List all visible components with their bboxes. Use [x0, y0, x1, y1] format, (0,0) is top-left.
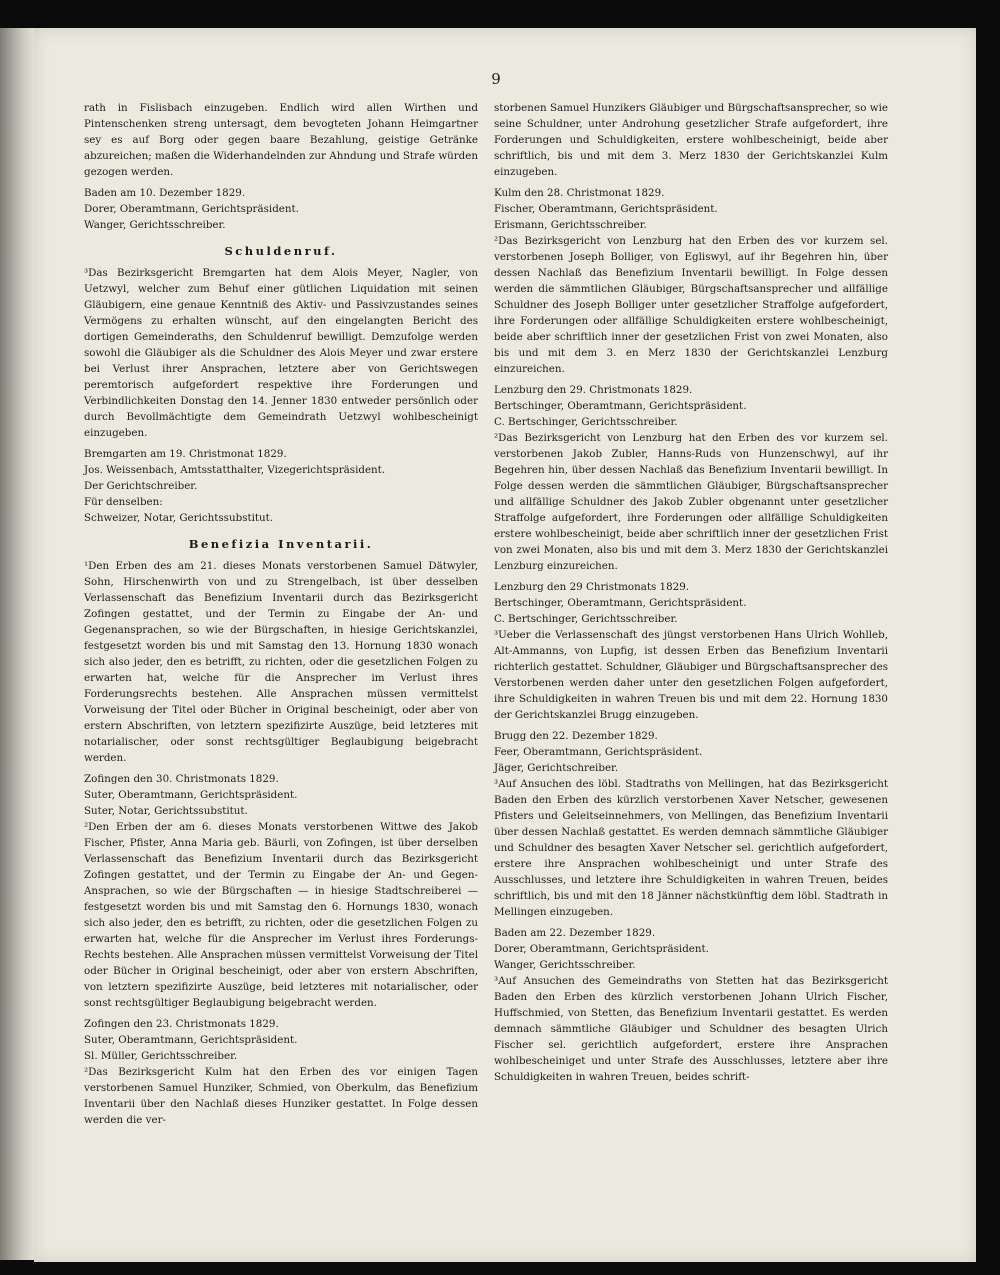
notice-date: Bremgarten am 19. Christmonat 1829.: [84, 448, 287, 460]
signature: Jos. Weissenbach, Amtsstatthalter, Vizegerichtspräsident.: [84, 464, 386, 476]
notice-text: ²Das Bezirksgericht Kulm hat den Erben des vor einigen Tagen verstorbenen Samuel Hunziker, Schmied, von Oberkulm, das Benefizium Inventarii über den Nachlaß dieses Hunziker gestattet. In Folge dessen werden die ver-: [84, 1066, 478, 1126]
signature: Dorer, Oberamtmann, Gerichtspräsident.: [84, 203, 299, 215]
signature: Suter, Oberamtmann, Gerichtspräsident.: [84, 1034, 298, 1046]
signature: Dorer, Oberamtmann, Gerichtspräsident.: [494, 943, 709, 955]
signature: Schweizer, Notar, Gerichtssubstitut.: [84, 512, 274, 524]
notice-text: ³Das Bezirksgericht Bremgarten hat dem Alois Meyer, Nagler, von Uetzwyl, welcher zum Behuf einer gütlichen Liquidation mit seinen Gläubigern, eine genaue Kenntniß des Aktiv- und Passivzustandes seines Vermögens zu erhalten wünscht, auf den eingelangten Bericht des dortigen Gemeinderaths, den Schuldenruf bewilligt. Demzufolge werden sowohl die Gläubiger als die Schuldner des Alois Meyer und zwar erstere bei Verlust ihrer Ansprachen, letztere aber von Gerichtswegen peremtorisch aufgefordert respektive ihre Forderungen und Verbindlichkeiten Donstag den 14. Jenner 1830 entweder persönlich oder durch Bevollmächtigte dem Gemeindrath Uetzwyl wohlbescheinigt einzugeben.: [84, 267, 478, 439]
notice-date: Lenzburg den 29. Christmonats 1829.: [494, 384, 693, 396]
signature: Suter, Oberamtmann, Gerichtspräsident.: [84, 789, 298, 801]
signature: Erismann, Gerichtsschreiber.: [494, 219, 647, 231]
notice-text: ¹Den Erben des am 21. dieses Monats verstorbenen Samuel Dätwyler, Sohn, Hirschenwirth von und zu Strengelbach, ist über desselben Verlassenschaft das Benefizium Inventarii durch das Bezirksgericht Zofingen gestattet, und der Termin zu Eingabe der An- und Gegenansprachen, so wie der Bürgschaften, in hiesige Gerichtskanzlei, festgesetzt worden bis und mit Samstag den 13. Hornung 1830 wonach sich also jeder, den es betrifft, zu richten, oder die gesetzlichen Folgen zu erwarten hat, welche für die Ansprecher im Verlust ihres Forderungsrechts bestehen. Alle Ansprachen müssen vermittelst Vorweisung der Titel oder Bücher in Original bescheinigt, oder aber von erstern Abschriften, von letztern spezifizirte Auszüge, beid letzteres mit notarialischer, oder sonst rechtsgültiger Beglaubigung beigebracht werden.: [84, 560, 478, 764]
notice-date: Zofingen den 23. Christmonats 1829.: [84, 1018, 279, 1030]
notice-date: Baden am 10. Dezember 1829.: [84, 187, 246, 199]
left-column: [84, 100, 478, 1133]
signature: Feer, Oberamtmann, Gerichtspräsident.: [494, 746, 703, 758]
notice-text: ²Das Bezirksgericht von Lenzburg hat den Erben des vor kurzem sel. verstorbenen Joseph Bolliger, von Egliswyl, auf ihr Begehren hin, über dessen Nachlaß das Benefizium Inventarii bewilligt. In Folge dessen werden die sämmtlichen Gläubiger, Bürgschaftsansprecher und allfällige Schuldner des Joseph Bolliger unter gesetzlicher Straffolge aufgefordert, ihre Forderungen oder allfällige Schuldigkeiten erstere wohlbescheinigt, beide aber schriftlich inner der gesetzlichen Frist von zwei Monaten, also bis und mit dem 3. en Merz 1830 der Gerichtskanzlei Lenzburg einzureichen.: [494, 235, 888, 375]
signature: Der Gerichtschreiber.: [84, 480, 198, 492]
book-binding-edge: [0, 28, 36, 1260]
notice-text: ³Auf Ansuchen des löbl. Stadtraths von Mellingen, hat das Bezirksgericht Baden den Erben des kürzlich verstorbenen Xaver Netscher, gewesenen Pfisters und Geleitseinnehmers, von Mellingen, das Benefizium Inventarii über dessen Nachlaß gestattet. Es werden demnach sämmtliche Gläubiger und Schuldner des besagten Xaver Netscher sel. gerichtlich aufgefordert, erstere ihre Ansprachen wohlbescheinigt und unter Strafe des Ausschlusses, und letztere ihre Schuldigkeiten in wahren Treuen, beides schriftlich, bis und mit den 18 Jänner nächstkünftig dem löbl. Stadtrath in Mellingen einzugeben.: [494, 778, 888, 918]
notice-date: Kulm den 28. Christmonat 1829.: [494, 187, 665, 199]
signature: Für denselben:: [84, 496, 163, 508]
notice-text: ²Den Erben der am 6. dieses Monats verstorbenen Wittwe des Jakob Fischer, Pfister, Anna Maria geb. Bäurli, von Zofingen, ist über derselben Verlassenschaft das Benefizium Inventarii durch das Bezirksgericht Zofingen gestattet, und der Termin zu Eingabe der An- und Gegen-Ansprachen, so wie der Bürgschaften — in hiesige Stadtschreiberei — festgesetzt worden bis und mit Samstag den 6. Hornungs 1830, wonach sich also jeder, den es betrifft, zu richten, oder die gesetzlichen Folgen zu erwarten hat, welche für die Ansprecher im Verlust ihres Forderungs-Rechts bestehen. Alle Ansprachen müssen vermittelst Vorweisung der Titel oder Bücher in Original bescheinigt, oder aber von erstern Abschriften, von letztern spezifizirte Auszüge, beid letzteres mit notarialischer, oder sonst rechtsgültiger Beglaubigung beigebracht werden.: [84, 821, 478, 1009]
notice-text: storbenen Samuel Hunzikers Gläubiger und Bürgschaftsansprecher, so wie seine Schuldner, unter Androhung gesetzlicher Strafe aufgefordert, ihre Forderungen und Schuldigkeiten, erstere wohlbescheinigt, beide aber schriftlich, bis und mit dem 3. Merz 1830 der Gerichtskanzlei Kulm einzugeben.: [494, 102, 888, 178]
right-column: [494, 100, 888, 1090]
signature: Wanger, Gerichtsschreiber.: [84, 219, 226, 231]
signature: Bertschinger, Oberamtmann, Gerichtspräsident.: [494, 400, 747, 412]
signature: Wanger, Gerichtsschreiber.: [494, 959, 636, 971]
signature: Sl. Müller, Gerichtsschreiber.: [84, 1050, 238, 1062]
notice-date: Lenzburg den 29 Christmonats 1829.: [494, 581, 690, 593]
page-number: 9: [491, 70, 501, 88]
section-heading: Schuldenruf.: [224, 244, 338, 258]
notice-text: ³Auf Ansuchen des Gemeindraths von Stetten hat das Bezirksgericht Baden den Erben des kürzlich verstorbenen Johann Ulrich Fischer, Huffschmied, von Stetten, das Benefizium Inventarii gestattet. Es werden demnach sämmtliche Gläubiger und Schuldner des besagten Ulrich Fischer sel. gerichtlich aufgefordert, erstere ihre Ansprachen wohlbescheiniget und unter Strafe des Ausschlusses, letztere aber ihre Schuldigkeiten in wahren Treuen, beides schrift-: [494, 975, 888, 1083]
section-heading: Benefizia Inventarii.: [188, 537, 374, 551]
signature: Jäger, Gerichtschreiber.: [494, 762, 619, 774]
notice-date: Zofingen den 30. Christmonats 1829.: [84, 773, 279, 785]
notice-text: ³Ueber die Verlassenschaft des jüngst verstorbenen Hans Ulrich Wohlleb, Alt-Ammanns, von Lupfig, ist dessen Erben das Benefizium Inventarii richterlich gestattet. Schuldner, Gläubiger und Bürgschaftsansprecher des Verstorbenen werden daher unter den gesetzlichen Folgen aufgefordert, ihre Schuldigkeiten in wahren Treuen bis und mit dem 22. Hornung 1830 der Gerichtskanzlei Brugg einzugeben.: [494, 629, 888, 721]
signature: Bertschinger, Oberamtmann, Gerichtspräsident.: [494, 597, 747, 609]
notice-date: Baden am 22. Dezember 1829.: [494, 927, 656, 939]
signature: C. Bertschinger, Gerichtsschreiber.: [494, 613, 678, 625]
signature: Fischer, Oberamtmann, Gerichtspräsident.: [494, 203, 718, 215]
signature: Suter, Notar, Gerichtssubstitut.: [84, 805, 248, 817]
notice-text: ²Das Bezirksgericht von Lenzburg hat den Erben des vor kurzem sel. verstorbenen Jakob Zubler, Hanns-Ruds von Hunzenschwyl, auf ihr Begehren hin, über dessen Nachlaß das Benefizium Inventarii bewilligt. In Folge dessen werden die sämmtlichen Gläubiger, Bürgschaftsansprecher und allfällige Schuldner des Jakob Zubler obgenannt unter gesetzlicher Straffolge aufgefordert, ihre Forderungen oder allfällige Schuldigkeiten erstere wohlbescheinigt, beide aber schriftlich inner der gesetzlichen Frist von zwei Monaten, also bis und mit dem 3. Merz 1830 der Gerichtskanzlei Lenzburg einzureichen.: [494, 432, 888, 572]
notice-text: rath in Fislisbach einzugeben. Endlich wird allen Wirthen und Pintenschenken streng untersagt, dem bevogteten Johann Heimgartner sey es auf Borg oder gegen baare Bezahlung, geistige Getränke abzureichen; maßen die Widerhandelnden zur Ahndung und Strafe würden gezogen werden.: [84, 102, 478, 178]
signature: C. Bertschinger, Gerichtsschreiber.: [494, 416, 678, 428]
notice-date: Brugg den 22. Dezember 1829.: [494, 730, 658, 742]
